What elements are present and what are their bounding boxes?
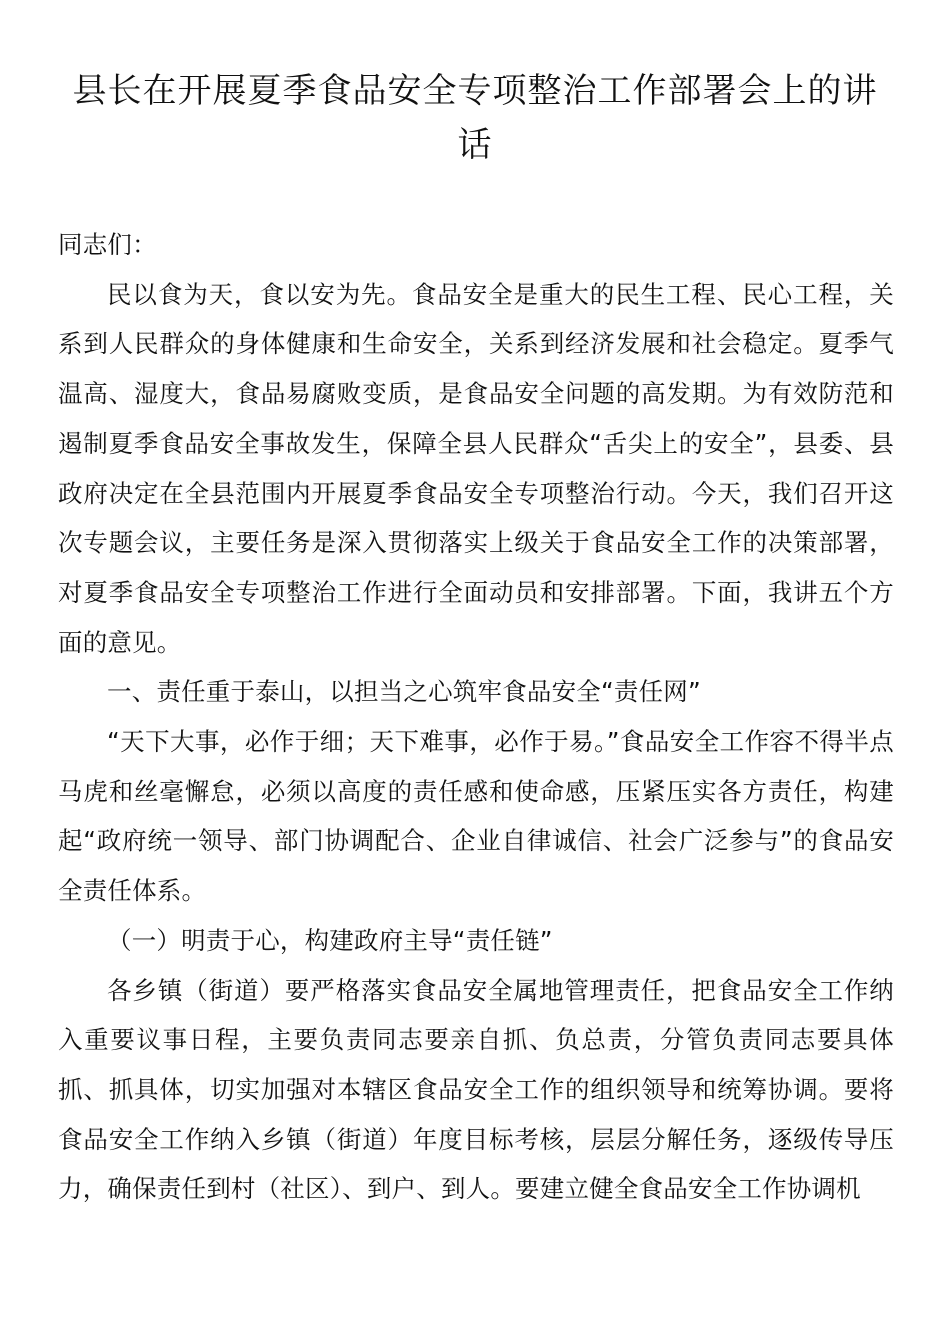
- document-body: [58, 220, 894, 1214]
- paragraph-intro: 民以食为天，食以安为先。食品安全是重大的民生工程、民心工程，关系到人民群众的身体健康和生命安全，关系到经济发展和社会稳定。夏季气温高、湿度大，食品易腐败变质，是食品安全问题的高发期。为有效防范和遏制夏季食品安全事故发生，保障全县人民群众“舌尖上的安全”，县委、县政府决定在全县范围内开展夏季食品安全专项整治行动。今天，我们召开这次专题会议，主要任务是深入贯彻落实上级关于食品安全工作的决策部署，对夏季食品安全专项整治工作进行全面动员和安排部署。下面，我讲五个方面的意见。: [58, 279, 894, 657]
- section-heading-1: 一、责任重于泰山，以担当之心筑牢食品安全“责任网”: [107, 677, 701, 707]
- subsection-heading-1: （一）明责于心，构建政府主导“责任链”: [107, 925, 553, 955]
- paragraph-subsection-1: 各乡镇（街道）要严格落实食品安全属地管理责任，把食品安全工作纳入重要议事日程，主要负责同志要亲自抓、负总责，分管负责同志要具体抓、抓具体，切实加强对本辖区食品安全工作的组织领导和统筹协调。要将食品安全工作纳入乡镇（街道）年度目标考核，层层分解任务，逐级传导压力，确保责任到村（社区）、到户、到人。要建立健全食品安全工作协调机: [58, 975, 894, 1204]
- document-title: 县长在开展夏季食品安全专项整治工作部署会上的讲话: [72, 71, 878, 165]
- paragraph-section-1: “天下大事，必作于细；天下难事，必作于易。”食品安全工作容不得半点马虎和丝毫懈怠，必须以高度的责任感和使命感，压紧压实各方责任，构建起“政府统一领导、部门协调配合、企业自律诚信、社会广泛参与”的食品安全责任体系。: [58, 727, 894, 906]
- salutation: 同志们：: [58, 230, 157, 259]
